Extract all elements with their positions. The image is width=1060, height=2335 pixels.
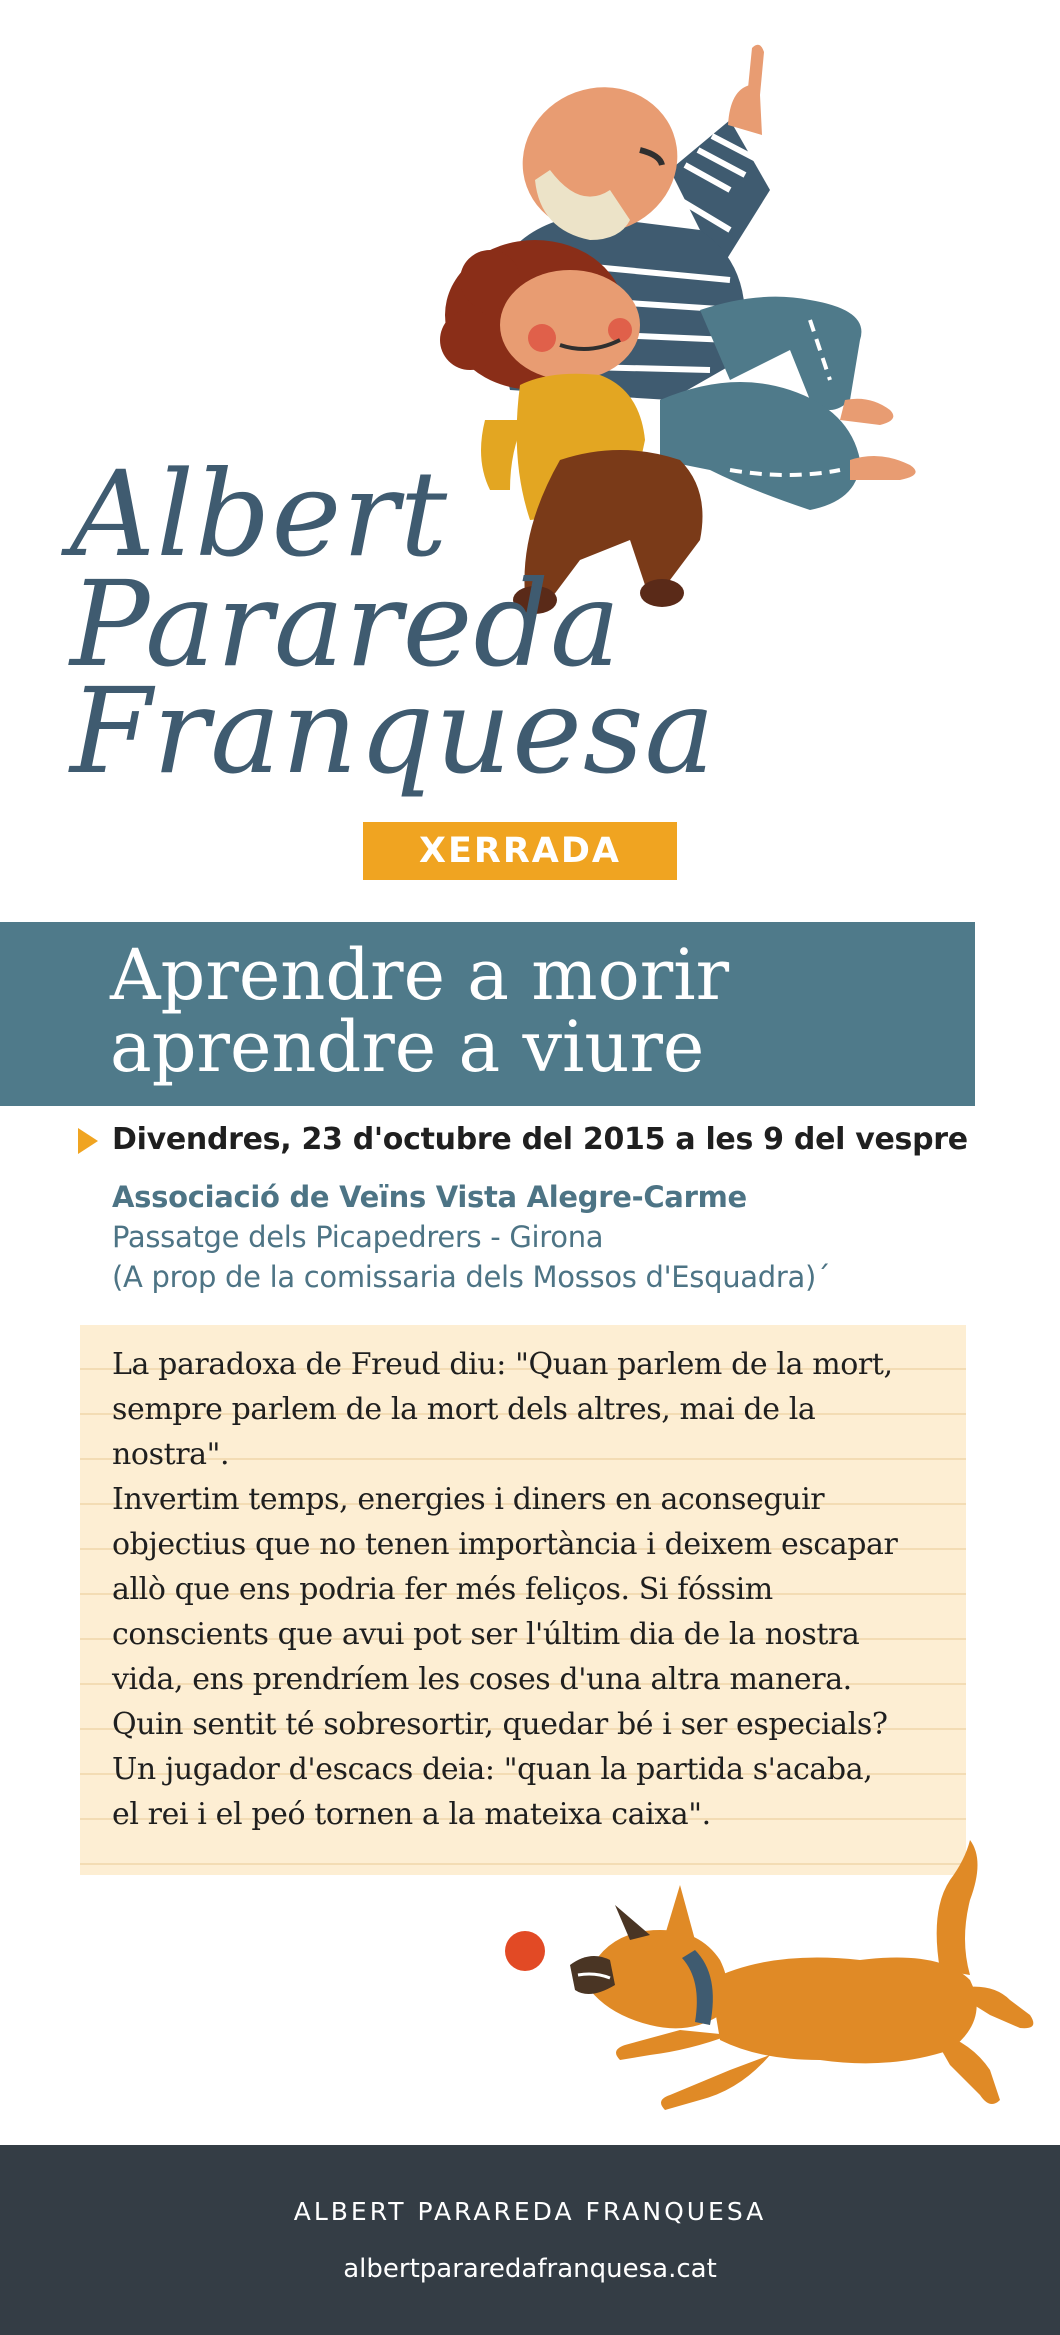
description-line: Quin sentit té sobresortir, quedar bé i ser especials?: [112, 1707, 888, 1742]
footer: [0, 2145, 1060, 2335]
description-line: el rei i el peó tornen a la mateixa caixa".: [112, 1797, 711, 1832]
event-date: Divendres, 23 d'octubre del 2015 a les 9 del vespre: [112, 1122, 968, 1157]
talk-title-line-1: Aprendre a morir: [110, 934, 730, 1016]
venue-address: Passatge dels Picapedrers - Girona: [112, 1220, 604, 1254]
venue-note: (A prop de la comissaria dels Mossos d'Esquadra)´: [112, 1260, 831, 1294]
talk-title-line-2: aprendre a viure: [110, 1006, 705, 1088]
description-line: nostra".: [112, 1437, 230, 1472]
author-name-line-1: Albert: [70, 445, 449, 583]
grandfather-child-illustration: [430, 40, 970, 630]
footer-author-name: ALBERT PARAREDA FRANQUESA: [293, 2197, 767, 2226]
description-line: sempre parlem de la mort dels altres, mai de la: [112, 1392, 816, 1427]
description-line: conscients que avui pot ser l'últim dia de la nostra: [112, 1617, 860, 1652]
description-line: objectius que no tenen importància i deixem escapar: [112, 1527, 898, 1562]
author-name-line-2: Parareda: [70, 555, 622, 693]
description-line: allò que ens podria fer més feliços. Si fóssim: [112, 1572, 773, 1607]
description-line: Invertim temps, energies i diners en aconseguir: [112, 1482, 825, 1517]
author-name-line-3: Franquesa: [70, 662, 716, 800]
description-line: vida, ens prendríem les coses d'una altra manera.: [112, 1662, 852, 1697]
jumping-dog-illustration: [570, 1800, 1040, 2140]
play-arrow-icon: [78, 1128, 98, 1154]
description-line: La paradoxa de Freud diu: "Quan parlem de la mort,: [112, 1347, 893, 1382]
footer-website-link[interactable]: albertpararedafranquesa.cat: [343, 2254, 717, 2284]
event-type-badge: XERRADA: [363, 822, 677, 880]
description-line: Un jugador d'escacs deia: "quan la partida s'acaba,: [112, 1752, 873, 1787]
ball-icon: [505, 1931, 545, 1971]
venue-name: Associació de Veïns Vista Alegre-Carme: [112, 1180, 747, 1214]
